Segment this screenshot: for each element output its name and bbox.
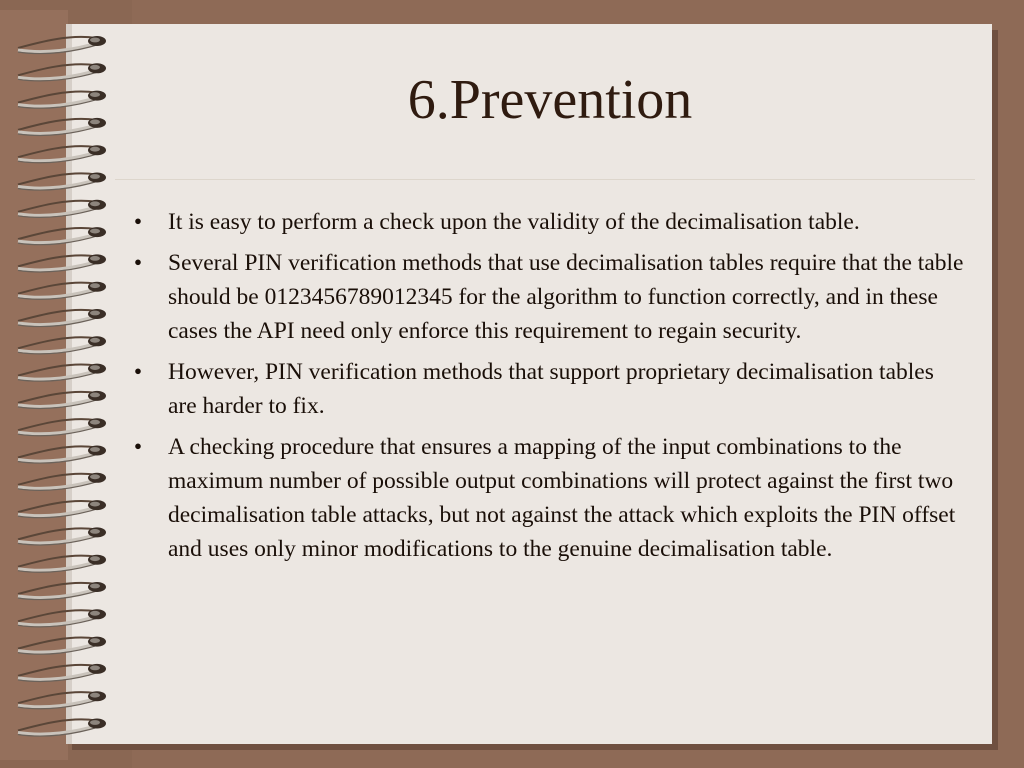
bullet-marker: •	[133, 209, 143, 235]
bullet-marker: •	[133, 359, 143, 385]
spiral-coil-icon	[18, 364, 106, 382]
spiral-coil-icon	[18, 391, 106, 409]
bullet-marker: •	[133, 434, 143, 460]
spiral-coil-icon	[18, 500, 106, 518]
bullet-text: It is easy to perform a check upon the validity of the decimalisation table.	[168, 209, 860, 235]
spiral-coil-icon	[18, 282, 106, 300]
bullet-item	[128, 430, 968, 566]
spiral-coil-icon	[18, 173, 106, 191]
spiral-coil-icon	[18, 719, 106, 737]
spiral-coil-icon	[18, 555, 106, 573]
bullet-list	[128, 205, 968, 573]
bullet-text: Several PIN verification methods that use decimalisation tables require that the table should be 0123456789012345 for the algorithm to function correctly, and in these cases the API need only enforce this requirement to regain security.	[168, 250, 964, 344]
spiral-binding-icon	[0, 0, 130, 768]
spiral-coil-icon	[18, 336, 106, 354]
slide-title: 6.Prevention	[407, 69, 693, 131]
bullet-item	[128, 355, 968, 423]
bullet-text: A checking procedure that ensures a mapping of the input combinations to the maximum number of possible output combinations will protect against the first two decimalisation table attacks, but not against the attack which exploits the PIN offset and uses only minor modifications to the genuine decimalisation table.	[168, 434, 956, 562]
bullet-marker: •	[133, 250, 143, 276]
spiral-coil-icon	[18, 91, 106, 109]
spiral-coil-icon	[18, 200, 106, 218]
spiral-coil-icon	[18, 254, 106, 272]
bullet-item	[128, 246, 968, 348]
title-divider	[115, 179, 975, 180]
spiral-coil-icon	[18, 36, 106, 54]
spiral-coil-icon	[18, 145, 106, 163]
spiral-coil-icon	[18, 118, 106, 136]
spiral-coil-icon	[18, 637, 106, 655]
spiral-coil-icon	[18, 691, 106, 709]
bullet-item	[128, 205, 968, 239]
spiral-coil-icon	[18, 527, 106, 545]
spiral-coil-icon	[18, 418, 106, 436]
spiral-coil-icon	[18, 664, 106, 682]
spiral-coil-icon	[18, 473, 106, 491]
spiral-coil-icon	[18, 582, 106, 600]
bullet-text: However, PIN verification methods that support proprietary decimalisation tables are harder to fix.	[168, 359, 934, 419]
spiral-coil-icon	[18, 609, 106, 627]
spiral-coil-icon	[18, 446, 106, 464]
spiral-coil-icon	[18, 309, 106, 327]
spiral-coil-icon	[18, 63, 106, 81]
spiral-coil-icon	[18, 227, 106, 245]
